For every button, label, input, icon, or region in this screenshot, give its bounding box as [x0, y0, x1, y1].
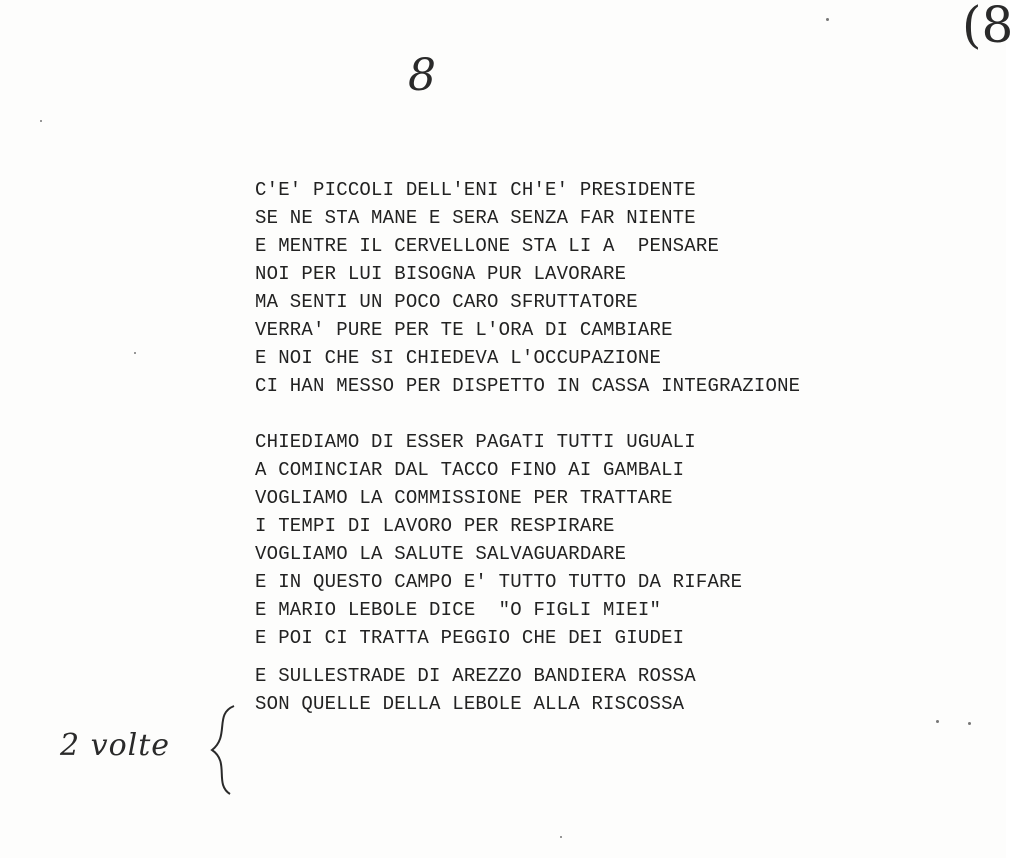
poem-line: C'E' PICCOLI DELL'ENI CH'E' PRESIDENTE [255, 179, 696, 201]
poem-line: E MARIO LEBOLE DICE "O FIGLI MIEI" [255, 599, 662, 621]
poem-line: VOGLIAMO LA COMMISSIONE PER TRATTARE [255, 487, 673, 509]
corner-mark: (8 [962, 0, 1013, 54]
poem-line: MA SENTI UN POCO CARO SFRUTTATORE [255, 291, 638, 313]
poem-line: I TEMPI DI LAVORO PER RESPIRARE [255, 515, 615, 537]
poem-line: VOGLIAMO LA SALUTE SALVAGUARDARE [255, 543, 627, 565]
poem-line: SE NE STA MANE E SERA SENZA FAR NIENTE [255, 207, 696, 229]
page-number: 8 [408, 50, 436, 101]
poem-line: NOI PER LUI BISOGNA PUR LAVORARE [255, 263, 627, 285]
poem-line: E MENTRE IL CERVELLONE STA LI A PENSARE [255, 235, 720, 257]
poem-line: E SULLESTRADE DI AREZZO BANDIERA ROSSA [255, 665, 696, 687]
poem-line: CI HAN MESSO PER DISPETTO IN CASSA INTEGRAZIONE [255, 375, 801, 397]
brace-mark [200, 700, 244, 800]
poem-line: E POI CI TRATTA PEGGIO CHE DEI GIUDEI [255, 627, 685, 649]
margin-note: 2 volte [60, 728, 171, 763]
stanza-1 [255, 176, 800, 400]
poem-line: SON QUELLE DELLA LEBOLE ALLA RISCOSSA [255, 693, 685, 715]
scan-speck [968, 722, 971, 725]
scan-speck [40, 120, 42, 122]
stanza-2 [255, 428, 800, 652]
poem-line: VERRA' PURE PER TE L'ORA DI CAMBIARE [255, 319, 673, 341]
scan-speck [560, 836, 562, 838]
poem-line: E IN QUESTO CAMPO E' TUTTO TUTTO DA RIFARE [255, 571, 743, 593]
poem-line: E NOI CHE SI CHIEDEVA L'OCCUPAZIONE [255, 347, 662, 369]
poem-text [255, 176, 800, 718]
stanza-3-refrain [255, 662, 800, 718]
poem-line: CHIEDIAMO DI ESSER PAGATI TUTTI UGUALI [255, 431, 696, 453]
scan-speck [936, 720, 939, 723]
scan-speck [134, 352, 136, 354]
scan-speck [826, 18, 829, 21]
poem-line: A COMINCIAR DAL TACCO FINO AI GAMBALI [255, 459, 685, 481]
